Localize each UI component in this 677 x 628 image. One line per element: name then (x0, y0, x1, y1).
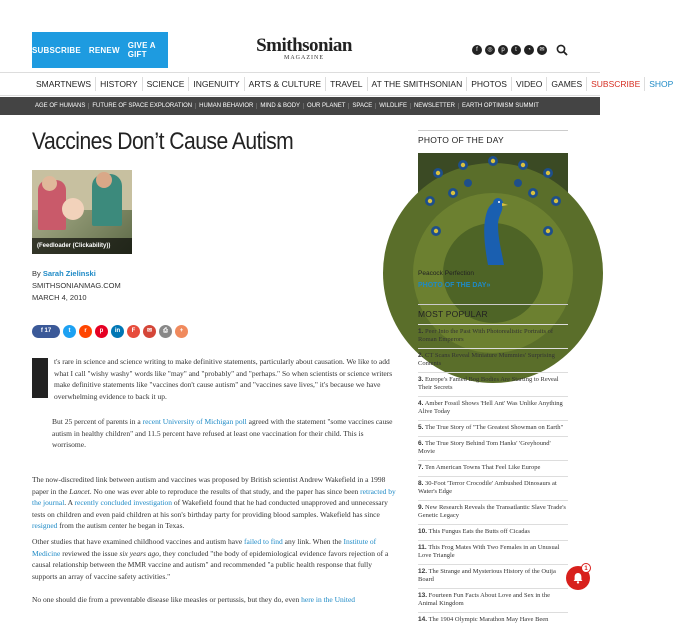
subscribe-link[interactable]: SUBSCRIBE (32, 45, 81, 55)
site-logo[interactable] (254, 36, 354, 61)
nav-item-video[interactable]: VIDEO (512, 77, 547, 91)
popular-item[interactable] (418, 372, 568, 396)
pinterest-icon[interactable]: p (498, 45, 508, 55)
facebook-icon[interactable]: f (472, 45, 482, 55)
paragraph-text: of Wakefield found that he had conducted unapproved and unnecessary tests on children and even paid children at his son's birthday party for providing blood samples. Wakefield has since (32, 498, 388, 519)
email-icon[interactable]: ✉ (537, 45, 547, 55)
source-label: SMITHSONIANMAG.COM (32, 281, 121, 290)
email-share-icon[interactable]: ✉ (143, 325, 156, 338)
subnav-item[interactable]: EARTH OPTIMISM SUMMIT (461, 103, 539, 109)
item-number: 9. (418, 504, 424, 511)
main-nav (0, 72, 674, 96)
item-title: Europe's Famed Bog Bodies Are Starting to Reveal Their Secrets (418, 376, 559, 391)
popular-item[interactable] (418, 524, 568, 540)
item-number: 2. (418, 352, 424, 359)
twitter-share-icon[interactable]: t (63, 325, 76, 338)
photo-mother-head (42, 176, 57, 191)
paragraph-text: But 25 percent of parents in a (52, 417, 143, 426)
paragraph-text: agreed with the statement "some vaccines cause autism in healthy children" and 11.5 percent have refused at least one vaccination for their child. This is worrisome. (52, 417, 393, 449)
popular-item[interactable] (418, 540, 568, 564)
subnav-item[interactable]: NEWSLETTER (411, 103, 459, 109)
notification-count: 1 (581, 563, 591, 573)
item-title: The Strange and Mysterious History of the Ouija Board (418, 568, 556, 583)
linkedin-share-icon[interactable]: in (111, 325, 124, 338)
item-title: The True Story of "The Greatest Showman on Earth" (424, 424, 564, 431)
most-popular-list (418, 324, 568, 628)
print-share-icon[interactable]: ⎙ (159, 325, 172, 338)
item-number: 5. (418, 424, 424, 431)
nav-item-history[interactable]: HISTORY (96, 77, 142, 91)
paragraph-text: No one should die from a preventable disease like measles or pertussis, but they do, even (32, 595, 302, 604)
more-share-icon[interactable]: + (175, 325, 188, 338)
nav-item-science[interactable]: SCIENCE (143, 77, 190, 91)
popular-item[interactable] (418, 500, 568, 524)
failed-to-find-link[interactable]: failed to find (244, 537, 283, 546)
share-bar (32, 325, 188, 338)
subnav-item[interactable]: HUMAN BEHAVIOR (196, 103, 257, 109)
popular-item[interactable] (418, 588, 568, 612)
subnav-item[interactable]: OUR PLANET (304, 103, 349, 109)
nav-item-arts-culture[interactable]: ARTS & CULTURE (245, 77, 326, 91)
drop-cap (32, 358, 48, 398)
photo-nurse-head (96, 172, 112, 188)
search-icon[interactable] (556, 44, 568, 56)
photo-caption: (Feedloader (Clickability)) (32, 238, 132, 254)
popular-item[interactable] (418, 476, 568, 500)
item-number: 13. (418, 592, 428, 599)
subnav-item[interactable]: MIND & BODY (257, 103, 304, 109)
paragraph-text: t's rare in science and science writing to make definitive statements, particularly about causation. We like to add what I call "wishy washy" words like "may" and "probably" and "perhaps." So when scientists or science writers make definitive statements like "vaccines don't cause autism" and "vaccines save lives," it's because we have overwhelming evidence to back it up. (54, 357, 393, 401)
facebook-share-button[interactable]: f 17 (32, 325, 60, 338)
item-number: 11. (418, 544, 427, 551)
subnav-item[interactable]: SPACE (349, 103, 376, 109)
share-count: 17 (44, 328, 52, 334)
nav-item-travel[interactable]: TRAVEL (326, 77, 367, 91)
item-number: 1. (418, 328, 424, 335)
photo-baby (62, 198, 84, 220)
nav-item-shop[interactable]: SHOP (649, 79, 674, 89)
subscribe-bar (32, 32, 168, 68)
retracted-link[interactable]: retracted by the journal (32, 486, 396, 507)
popular-item[interactable] (418, 460, 568, 476)
nav-item-smithsonian[interactable]: AT THE SMITHSONIAN (368, 77, 468, 91)
subnav-item[interactable]: AGE OF HUMANS (32, 103, 89, 109)
article-paragraph (32, 356, 396, 402)
author-link[interactable]: Sarah Zielinski (42, 269, 96, 278)
item-title: New Research Reveals the Transatlantic Slave Trade's Genetic Legacy (418, 504, 566, 519)
item-title: Peer Into the Past With Photorealistic Portraits of Roman Emperors (418, 328, 554, 343)
subnav-item[interactable]: FUTURE OF SPACE EXPLORATION (89, 103, 196, 109)
logo-brand: Smithsonian (256, 35, 352, 56)
item-title: Fourteen Fun Facts About Love and Sex in the Animal Kingdom (418, 592, 550, 607)
popular-item[interactable] (418, 612, 568, 628)
bell-icon (572, 572, 584, 584)
article-paragraph (32, 474, 396, 532)
popular-item[interactable] (418, 420, 568, 436)
paragraph-text: reviewed the issue (60, 548, 120, 558)
article-paragraph (32, 416, 396, 451)
item-number: 14. (418, 616, 428, 623)
item-title: CT Scans Reveal Miniature Mummies' Surprising Contents (418, 352, 555, 367)
emphasis-text: six years ago (119, 548, 160, 558)
twitter-icon[interactable]: t (511, 45, 521, 55)
by-label: By (32, 269, 43, 278)
paragraph-text: from the autism center he began in Texas. (57, 521, 185, 530)
paragraph-text: , they concluded "the body of epidemiological evidence favors rejection of a causal relationship between the MMR vaccine and autism" and recommended "a public health response that fully supports an array of vaccine safety activities." (32, 548, 389, 581)
item-title: This Frog Mates With Two Females in an Unusual Love Triangle (418, 544, 560, 559)
nav-item-ingenuity[interactable]: INGENUITY (189, 77, 244, 91)
byline (32, 268, 121, 304)
item-title: The 1904 Olympic Marathon May Have Been (428, 616, 549, 623)
sub-nav (0, 97, 600, 115)
paragraph-text: Other studies that have examined childhood vaccines and autism have (32, 537, 245, 546)
reddit-share-icon[interactable]: r (79, 325, 92, 338)
instagram-icon[interactable]: ◎ (485, 45, 495, 55)
item-title: Ten American Towns That Feel Like Europe (424, 464, 541, 471)
item-number: 8. (418, 480, 424, 487)
rss-icon[interactable]: ◔ (524, 45, 534, 55)
popular-item[interactable] (418, 564, 568, 588)
site-header (0, 0, 600, 72)
renew-link[interactable]: RENEW (88, 45, 120, 55)
give-gift-link[interactable]: GIVE A GIFT (127, 41, 156, 59)
item-title: This Fungus Eats the Butts off Cicadas (428, 528, 530, 535)
journal-name: Lancet (69, 486, 90, 496)
article-paragraph (32, 594, 396, 606)
flipboard-share-icon[interactable]: F (127, 325, 140, 338)
potd-image[interactable] (418, 153, 568, 265)
potd-caption: Peacock Perfection (418, 270, 475, 277)
author-line (32, 268, 121, 280)
paragraph-text: . A (64, 498, 75, 507)
potd-heading: PHOTO OF THE DAY (418, 130, 568, 145)
item-number: 6. (418, 440, 424, 447)
article-photo[interactable] (32, 170, 132, 254)
item-title: 30-Foot 'Terror Crocodile' Ambushed Dinosaurs at Water's Edge (418, 480, 557, 495)
nav-item-photos[interactable]: PHOTOS (467, 77, 512, 91)
nav-item-subscribe[interactable]: SUBSCRIBE (587, 77, 645, 91)
popular-item[interactable] (418, 396, 568, 420)
popular-item[interactable] (418, 348, 568, 372)
notification-bell-button[interactable] (566, 566, 590, 590)
article-paragraph (32, 536, 396, 582)
nav-item-games[interactable]: GAMES (547, 77, 587, 91)
popular-item[interactable] (418, 436, 568, 460)
publish-date: MARCH 4, 2010 (32, 293, 87, 302)
united-states-link[interactable]: here in the United (301, 595, 356, 604)
item-number: 3. (418, 376, 424, 383)
item-number: 7. (418, 464, 424, 471)
paragraph-text: . No one was ever able to reproduce the results of that study, and the paper has since been (89, 486, 361, 496)
logo-magazine: MAGAZINE (284, 55, 324, 61)
item-number: 4. (418, 400, 424, 407)
investigation-link[interactable]: recently concluded investigation (74, 498, 172, 507)
most-popular-heading: MOST POPULAR (418, 304, 568, 319)
article-title: Vaccines Don’t Cause Autism (32, 128, 294, 155)
paragraph-text: any link. When the (282, 537, 344, 546)
popular-item[interactable] (418, 324, 568, 348)
institute-of-medicine-link[interactable]: Institute of Medicine (32, 537, 377, 558)
nav-item-smartnews[interactable]: SMARTNEWS (32, 77, 96, 91)
pinterest-share-icon[interactable]: p (95, 325, 108, 338)
peacock-illustration (418, 153, 568, 265)
item-number: 12. (418, 568, 428, 575)
item-number: 10. (418, 528, 428, 535)
resigned-link[interactable]: resigned (32, 521, 58, 530)
paragraph-text: The now-discredited link between autism and vaccines was proposed by British scientist Andrew Wakefield in a 1998 paper in the (32, 475, 386, 496)
social-links (472, 45, 547, 55)
potd-link[interactable]: PHOTO OF THE DAY» (418, 282, 491, 289)
item-title: The True Story Behind Tom Hanks' 'Greyhound' Movie (418, 440, 551, 455)
item-title: Amber Fossil Shows 'Hell Ant' Was Unlike Anything Alive Today (418, 400, 563, 415)
michigan-poll-link[interactable]: recent University of Michigan poll (142, 417, 247, 426)
subnav-item[interactable]: WILDLIFE (376, 103, 411, 109)
